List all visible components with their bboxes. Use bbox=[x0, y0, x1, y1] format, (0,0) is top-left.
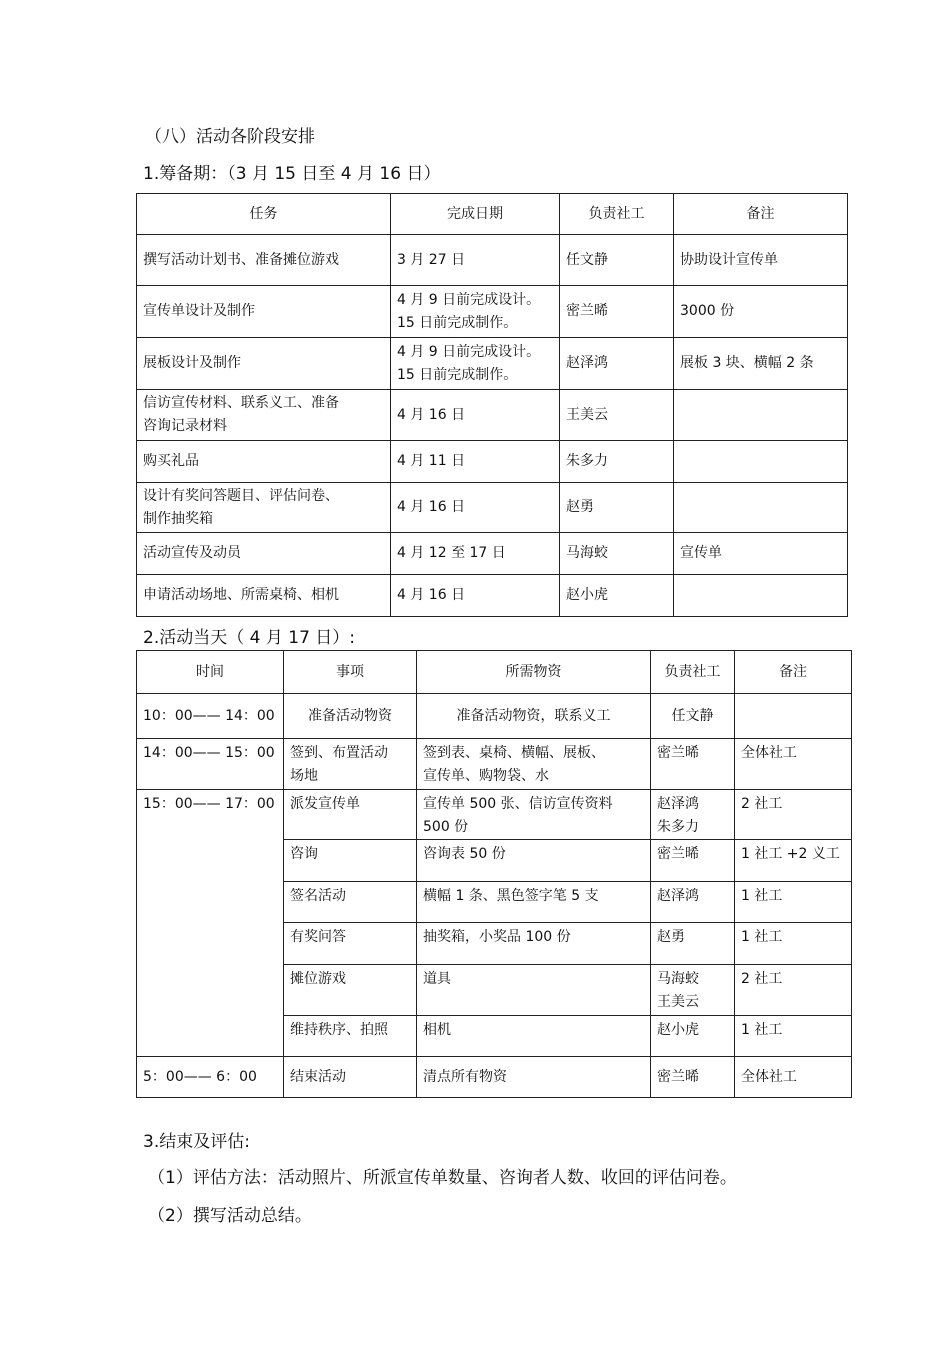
owner-cell: 赵小虎 bbox=[560, 575, 674, 617]
note-cell: 宣传单 bbox=[674, 533, 848, 575]
item-cell bbox=[284, 882, 417, 923]
owner-cell bbox=[651, 1016, 735, 1057]
item-cell bbox=[284, 840, 417, 882]
note-cell bbox=[674, 390, 848, 441]
note-cell: 1 社工 +2 义工 bbox=[735, 840, 852, 882]
owner-cell bbox=[651, 739, 735, 790]
materials-cell-line: 500 份 bbox=[423, 819, 469, 835]
owner-cell bbox=[651, 965, 735, 1016]
section-title: （八）活动各阶段安排 bbox=[145, 127, 315, 147]
owner-cell: 马海蛟 bbox=[560, 533, 674, 575]
materials-cell bbox=[417, 1057, 651, 1098]
owner-cell bbox=[651, 790, 735, 840]
owner-cell-line: 密兰晞 bbox=[657, 1068, 699, 1085]
item-cell bbox=[284, 739, 417, 790]
task-cell bbox=[137, 338, 391, 390]
materials-cell-line: 宣传单 500 张、信访宣传资料 bbox=[423, 796, 613, 812]
owner-cell: 赵泽鸿 bbox=[560, 338, 674, 390]
date-cell-line: 4 月 16 日 bbox=[397, 406, 466, 423]
item-cell-line: 咨询 bbox=[290, 846, 318, 862]
note-cell: 1 社工 bbox=[735, 923, 852, 965]
owner-cell-line: 任文静 bbox=[671, 707, 714, 724]
day-heading: 2.活动当天（ 4 月 17 日）: bbox=[143, 628, 356, 648]
table-row bbox=[137, 390, 848, 441]
materials-cell-line: 签到表、桌椅、横幅、展板、 bbox=[423, 745, 605, 761]
date-cell-line: 15 日前完成制作。 bbox=[397, 366, 518, 383]
task-cell-line: 咨询记录材料 bbox=[143, 418, 227, 434]
materials-cell bbox=[417, 739, 651, 790]
task-cell-line: 购买礼品 bbox=[143, 453, 199, 469]
column-header: 任务 bbox=[137, 194, 391, 235]
note-cell bbox=[735, 694, 852, 739]
note-cell bbox=[674, 441, 848, 483]
closing-item: （2）撰写活动总结。 bbox=[148, 1206, 312, 1226]
date-cell bbox=[391, 575, 560, 617]
table-row bbox=[137, 1057, 852, 1098]
task-cell-line: 活动宣传及动员 bbox=[143, 545, 241, 561]
table-row bbox=[137, 338, 848, 390]
owner-cell-line: 马海蛟 bbox=[657, 971, 699, 987]
owner-cell: 朱多力 bbox=[560, 441, 674, 483]
materials-cell bbox=[417, 840, 651, 882]
materials-cell-line: 横幅 1 条、黑色签字笔 5 支 bbox=[423, 888, 599, 904]
note-cell bbox=[674, 483, 848, 533]
task-cell bbox=[137, 390, 391, 441]
owner-cell-line: 密兰晞 bbox=[657, 846, 699, 862]
task-cell-line: 展板设计及制作 bbox=[143, 355, 241, 371]
date-cell-line: 4 月 16 日 bbox=[397, 499, 466, 515]
column-header: 时间 bbox=[137, 651, 284, 694]
table-row bbox=[137, 790, 852, 840]
owner-cell bbox=[651, 840, 735, 882]
date-cell-line: 4 月 9 日前完成设计。 bbox=[397, 291, 541, 308]
note-cell: 1 社工 bbox=[735, 1016, 852, 1057]
time-cell: 15：00—— 17：00 bbox=[137, 790, 284, 1057]
task-cell bbox=[137, 533, 391, 575]
task-cell-line: 申请活动场地、所需桌椅、相机 bbox=[143, 587, 339, 603]
materials-cell-line: 道具 bbox=[423, 971, 451, 987]
item-cell-line: 摊位游戏 bbox=[290, 971, 346, 987]
table-row bbox=[137, 483, 848, 533]
note-cell: 1 社工 bbox=[735, 882, 852, 923]
note-cell: 全体社工 bbox=[735, 739, 852, 790]
owner-cell bbox=[651, 694, 735, 739]
task-cell-line: 制作抽奖箱 bbox=[143, 510, 213, 527]
column-header: 备注 bbox=[735, 651, 852, 694]
owner-cell-line: 朱多力 bbox=[657, 819, 699, 835]
task-cell-line: 撰写活动计划书、准备摊位游戏 bbox=[143, 251, 339, 268]
table-header-row bbox=[137, 651, 852, 694]
owner-cell: 密兰晞 bbox=[560, 286, 674, 338]
date-cell-line: 4 月 16 日 bbox=[397, 587, 466, 603]
column-header: 事项 bbox=[284, 651, 417, 694]
table-row bbox=[137, 441, 848, 483]
date-cell bbox=[391, 338, 560, 390]
note-cell: 3000 份 bbox=[674, 286, 848, 338]
item-cell-line: 签到、布置活动 bbox=[290, 745, 388, 761]
item-cell-line: 场地 bbox=[290, 768, 318, 784]
owner-cell bbox=[651, 923, 735, 965]
materials-cell bbox=[417, 790, 651, 840]
note-cell: 2 社工 bbox=[735, 965, 852, 1016]
task-cell bbox=[137, 235, 391, 286]
time-cell: 5：00—— 6：00 bbox=[137, 1057, 284, 1098]
closing-heading: 3.结束及评估: bbox=[143, 1132, 250, 1152]
date-cell-line: 15 日前完成制作。 bbox=[397, 314, 518, 331]
owner-cell bbox=[651, 882, 735, 923]
item-cell bbox=[284, 1057, 417, 1098]
task-cell bbox=[137, 441, 391, 483]
day-table bbox=[136, 650, 852, 1098]
item-cell-line: 维持秩序、拍照 bbox=[290, 1022, 388, 1038]
item-cell bbox=[284, 790, 417, 840]
column-header: 备注 bbox=[674, 194, 848, 235]
column-header: 负责社工 bbox=[560, 194, 674, 235]
table-header-row bbox=[137, 194, 848, 235]
closing-item: （1）评估方法：活动照片、所派宣传单数量、咨询者人数、收回的评估问卷。 bbox=[148, 1168, 737, 1188]
task-cell-line: 设计有奖问答题目、评估问卷、 bbox=[143, 487, 339, 504]
materials-cell-line: 清点所有物资 bbox=[423, 1068, 507, 1085]
task-cell-line: 宣传单设计及制作 bbox=[143, 303, 255, 319]
date-cell bbox=[391, 483, 560, 533]
note-cell: 2 社工 bbox=[735, 790, 852, 840]
owner-cell-line: 赵泽鸿 bbox=[657, 796, 699, 812]
table-row bbox=[137, 575, 848, 617]
date-cell bbox=[391, 441, 560, 483]
task-cell bbox=[137, 483, 391, 533]
materials-cell-line: 抽奖箱，小奖品 100 份 bbox=[423, 929, 571, 945]
owner-cell-line: 赵勇 bbox=[657, 929, 685, 945]
date-cell-line: 4 月 11 日 bbox=[397, 453, 466, 469]
table-row bbox=[137, 739, 852, 790]
note-cell bbox=[674, 575, 848, 617]
materials-cell bbox=[417, 1016, 651, 1057]
date-cell-line: 3 月 27 日 bbox=[397, 251, 466, 268]
column-header: 完成日期 bbox=[391, 194, 560, 235]
materials-cell-line: 咨询表 50 份 bbox=[423, 846, 506, 862]
time-cell: 14：00—— 15：00 bbox=[137, 739, 284, 790]
materials-cell bbox=[417, 923, 651, 965]
item-cell-line: 有奖问答 bbox=[290, 929, 346, 945]
item-cell-line: 结束活动 bbox=[290, 1068, 346, 1085]
column-header: 所需物资 bbox=[417, 651, 651, 694]
item-cell bbox=[284, 1016, 417, 1057]
table-row bbox=[137, 533, 848, 575]
date-cell bbox=[391, 286, 560, 338]
materials-cell-line: 准备活动物资，联系义工 bbox=[456, 707, 611, 724]
materials-cell-line: 宣传单、购物袋、水 bbox=[423, 768, 549, 784]
date-cell bbox=[391, 390, 560, 441]
owner-cell-line: 赵小虎 bbox=[657, 1022, 699, 1038]
item-cell-line: 派发宣传单 bbox=[290, 796, 360, 812]
item-cell bbox=[284, 923, 417, 965]
note-cell: 展板 3 块、横幅 2 条 bbox=[674, 338, 848, 390]
owner-cell: 赵勇 bbox=[560, 483, 674, 533]
materials-cell-line: 相机 bbox=[423, 1022, 451, 1038]
date-cell-line: 4 月 9 日前完成设计。 bbox=[397, 343, 541, 360]
owner-cell-line: 密兰晞 bbox=[657, 745, 699, 761]
item-cell-line: 准备活动物资 bbox=[308, 707, 392, 724]
time-cell: 10：00—— 14：00 bbox=[137, 694, 284, 739]
owner-cell: 王美云 bbox=[560, 390, 674, 441]
owner-cell-line: 王美云 bbox=[657, 994, 699, 1010]
owner-cell: 任文静 bbox=[560, 235, 674, 286]
date-cell bbox=[391, 533, 560, 575]
prep-table bbox=[136, 193, 848, 617]
materials-cell bbox=[417, 694, 651, 739]
materials-cell bbox=[417, 965, 651, 1016]
item-cell bbox=[284, 694, 417, 739]
column-header: 负责社工 bbox=[651, 651, 735, 694]
date-cell bbox=[391, 235, 560, 286]
table-row bbox=[137, 694, 852, 739]
table-row bbox=[137, 235, 848, 286]
table-row bbox=[137, 286, 848, 338]
note-cell: 全体社工 bbox=[735, 1057, 852, 1098]
date-cell-line: 4 月 12 至 17 日 bbox=[397, 545, 506, 561]
note-cell: 协助设计宣传单 bbox=[674, 235, 848, 286]
item-cell bbox=[284, 965, 417, 1016]
prep-heading: 1.筹备期：（3 月 15 日至 4 月 16 日） bbox=[143, 164, 441, 184]
task-cell bbox=[137, 286, 391, 338]
task-cell-line: 信访宣传材料、联系义工、准备 bbox=[143, 395, 339, 411]
task-cell bbox=[137, 575, 391, 617]
owner-cell bbox=[651, 1057, 735, 1098]
owner-cell-line: 赵泽鸿 bbox=[657, 888, 699, 904]
item-cell-line: 签名活动 bbox=[290, 888, 346, 904]
materials-cell bbox=[417, 882, 651, 923]
